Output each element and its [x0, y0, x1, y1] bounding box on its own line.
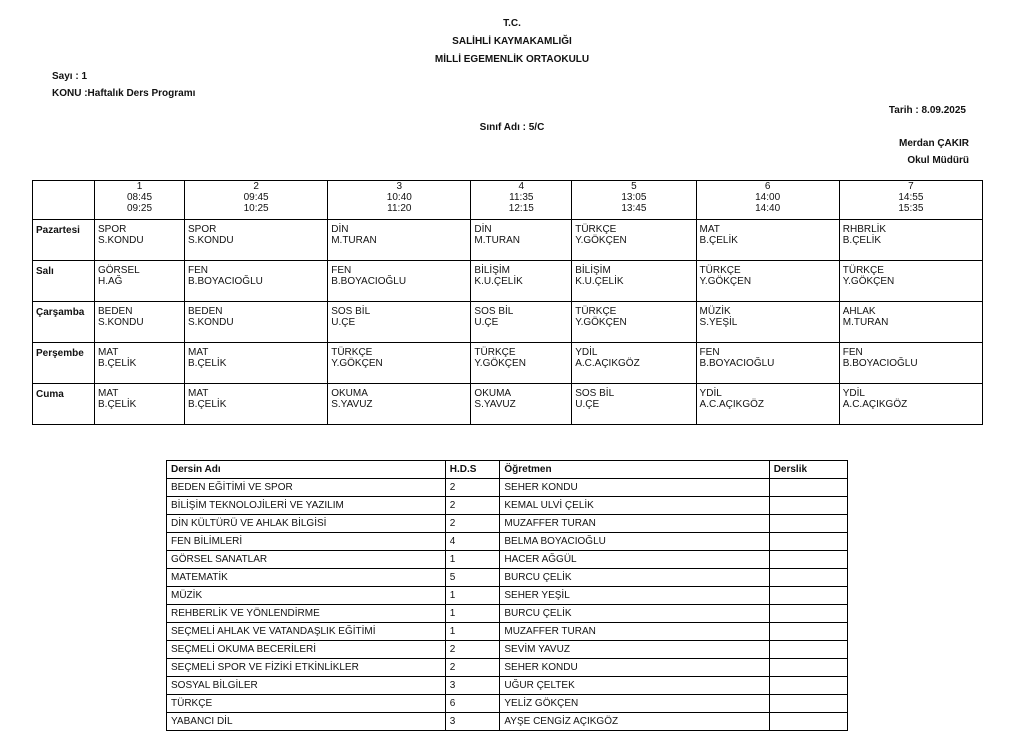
lesson-name: DİN: [331, 224, 349, 235]
day-label: Çarşamba: [33, 302, 95, 343]
schedule-cell: [95, 302, 185, 343]
course-teacher: MUZAFFER TURAN: [500, 623, 769, 641]
course-classroom: [769, 623, 847, 641]
course-hours: 1: [445, 587, 500, 605]
course-teacher: SEVİM YAVUZ: [500, 641, 769, 659]
period-number: 3: [396, 181, 403, 192]
course-name: REHBERLİK VE YÖNLENDİRME: [167, 605, 446, 623]
course-name: BEDEN EĞİTİMİ VE SPOR: [167, 479, 446, 497]
schedule-cell: [696, 261, 839, 302]
period-end-time: 13:45: [621, 203, 647, 214]
lesson-name: BİLİŞİM: [575, 265, 611, 276]
course-classroom: [769, 551, 847, 569]
course-teacher: SEHER KONDU: [500, 479, 769, 497]
lesson-name: FEN: [699, 347, 720, 358]
course-name: MATEMATİK: [167, 569, 446, 587]
lesson-teacher: B.ÇELİK: [699, 235, 738, 246]
schedule-cell: [95, 384, 185, 425]
lesson-teacher: A.C.AÇIKGÖZ: [575, 358, 640, 369]
period-number: 4: [518, 181, 525, 192]
lesson-teacher: B.BOYACIOĞLU: [842, 358, 918, 369]
lesson-name: TÜRKÇE: [842, 265, 884, 276]
schedule-cell: [572, 343, 696, 384]
course-teacher: KEMAL ULVİ ÇELİK: [500, 497, 769, 515]
course-hours-header: H.D.S: [445, 461, 500, 479]
lesson-teacher: Y.GÖKÇEN: [575, 235, 627, 246]
course-teacher-header: Öğretmen: [500, 461, 769, 479]
lesson-name: FEN: [331, 265, 352, 276]
course-hours: 1: [445, 605, 500, 623]
lesson-teacher: M.TURAN: [474, 235, 520, 246]
schedule-cell: [696, 384, 839, 425]
lesson-name: FEN: [188, 265, 209, 276]
schedule-cell: [839, 384, 982, 425]
course-name: BİLİŞİM TEKNOLOJİLERİ VE YAZILIM: [167, 497, 446, 515]
lesson-teacher: Y.GÖKÇEN: [842, 276, 895, 287]
lesson-teacher: K.U.ÇELİK: [474, 276, 523, 287]
course-row: [167, 497, 848, 515]
course-teacher: BELMA BOYACIOĞLU: [500, 533, 769, 551]
course-row: [167, 551, 848, 569]
schedule-header-row: [33, 181, 983, 220]
lesson-teacher: Y.GÖKÇEN: [331, 358, 383, 369]
schedule-cell: [572, 220, 696, 261]
schedule-cell: [185, 220, 328, 261]
lesson-name: SOS BİL: [331, 306, 371, 317]
schedule-cell: [185, 261, 328, 302]
schedule-cell: [572, 261, 696, 302]
lesson-teacher: B.ÇELİK: [842, 235, 882, 246]
lesson-teacher: S.KONDU: [98, 317, 144, 328]
course-classroom: [769, 533, 847, 551]
doc-subject: KONU :Haftalık Ders Programı: [52, 88, 196, 99]
lesson-name: YDİL: [699, 388, 722, 399]
lesson-name: MÜZİK: [699, 306, 731, 317]
lesson-teacher: U.ÇE: [331, 317, 356, 328]
course-hours: 3: [445, 713, 500, 731]
lesson-teacher: U.ÇE: [575, 399, 600, 410]
lesson-name: MAT: [98, 388, 119, 399]
period-start-time: 13:05: [621, 192, 647, 203]
period-header-4: [471, 181, 572, 220]
lesson-name: BEDEN: [188, 306, 223, 317]
course-header-row: [167, 461, 848, 479]
schedule-row: [33, 384, 983, 425]
doc-number: Sayı : 1: [52, 71, 88, 82]
lesson-name: TÜRKÇE: [699, 265, 741, 276]
header-school: MİLLİ EGEMENLİK ORTAOKULU: [434, 54, 590, 65]
doc-date: Tarih : 8.09.2025: [888, 105, 966, 116]
lesson-teacher: M.TURAN: [842, 317, 889, 328]
course-classroom: [769, 587, 847, 605]
lesson-name: OKUMA: [474, 388, 512, 399]
course-name: SEÇMELİ AHLAK VE VATANDAŞLIK EĞİTİMİ: [167, 623, 446, 641]
period-header-7: [839, 181, 982, 220]
schedule-cell: [328, 220, 471, 261]
lesson-teacher: H.AĞ: [98, 276, 123, 287]
course-hours: 2: [445, 479, 500, 497]
day-label: Perşembe: [33, 343, 95, 384]
course-hours: 2: [445, 515, 500, 533]
weekly-schedule-table: [32, 180, 983, 425]
lesson-name: TÜRKÇE: [575, 306, 617, 317]
schedule-cell: [328, 261, 471, 302]
schedule-cell: [328, 302, 471, 343]
schedule-cell: [471, 261, 572, 302]
schedule-cell: [185, 384, 328, 425]
schedule-cell: [95, 343, 185, 384]
course-list-table: [166, 460, 848, 731]
principal-title: Okul Müdürü: [907, 155, 969, 166]
period-number: 5: [631, 181, 637, 192]
course-name: SEÇMELİ SPOR VE FİZİKİ ETKİNLİKLER: [167, 659, 446, 677]
schedule-row: [33, 302, 983, 343]
course-row: [167, 623, 848, 641]
course-hours: 1: [445, 623, 500, 641]
schedule-cell: [839, 343, 982, 384]
lesson-name: SOS BİL: [575, 388, 615, 399]
lesson-name: BİLİŞİM: [474, 265, 510, 276]
course-name: TÜRKÇE: [167, 695, 446, 713]
schedule-cell: [185, 302, 328, 343]
lesson-teacher: Y.GÖKÇEN: [699, 276, 752, 287]
course-hours: 4: [445, 533, 500, 551]
lesson-name: SPOR: [188, 224, 217, 235]
course-teacher: MUZAFFER TURAN: [500, 515, 769, 533]
period-end-time: 12:15: [508, 203, 534, 214]
lesson-teacher: S.YAVUZ: [331, 399, 373, 410]
course-classroom: [769, 677, 847, 695]
period-end-time: 09:25: [126, 203, 153, 214]
course-teacher: UĞUR ÇELTEK: [500, 677, 769, 695]
lesson-teacher: B.ÇELİK: [188, 358, 227, 369]
day-label: Salı: [33, 261, 95, 302]
course-name: YABANCI DİL: [167, 713, 446, 731]
course-row: [167, 695, 848, 713]
course-classroom: [769, 569, 847, 587]
course-classroom: [769, 479, 847, 497]
lesson-teacher: A.C.AÇIKGÖZ: [842, 399, 908, 410]
schedule-row: [33, 261, 983, 302]
period-end-time: 15:35: [898, 203, 924, 214]
course-hours: 2: [445, 659, 500, 677]
period-end-time: 14:40: [755, 203, 781, 214]
course-teacher: HACER AĞGÜL: [500, 551, 769, 569]
schedule-corner-cell: [33, 181, 95, 220]
lesson-teacher: B.ÇELİK: [188, 399, 227, 410]
course-hours: 2: [445, 497, 500, 515]
period-start-time: 10:40: [386, 192, 412, 203]
schedule-cell: [95, 220, 185, 261]
lesson-name: RHBRLİK: [842, 224, 887, 235]
course-name: SEÇMELİ OKUMA BECERİLERİ: [167, 641, 446, 659]
lesson-name: MAT: [188, 347, 209, 358]
lesson-name: SOS BİL: [474, 306, 514, 317]
lesson-name: SPOR: [98, 224, 127, 235]
course-teacher: BURCU ÇELİK: [500, 605, 769, 623]
period-start-time: 11:35: [509, 192, 534, 203]
schedule-cell: [95, 261, 185, 302]
schedule-cell: [696, 220, 839, 261]
schedule-cell: [572, 302, 696, 343]
schedule-cell: [839, 220, 982, 261]
lesson-teacher: S.YEŞİL: [699, 317, 738, 328]
course-row: [167, 533, 848, 551]
course-row: [167, 479, 848, 497]
schedule-cell: [471, 220, 572, 261]
class-name: Sınıf Adı : 5/C: [479, 122, 545, 133]
course-classroom: [769, 659, 847, 677]
lesson-name: OKUMA: [331, 388, 368, 399]
period-start-time: 14:55: [898, 192, 924, 203]
course-hours: 1: [445, 551, 500, 569]
course-hours: 5: [445, 569, 500, 587]
course-hours: 3: [445, 677, 500, 695]
course-teacher: SEHER KONDU: [500, 659, 769, 677]
principal-name: Merdan ÇAKIR: [898, 138, 969, 149]
lesson-teacher: B.BOYACIOĞLU: [699, 358, 775, 369]
lesson-name: YDİL: [575, 347, 598, 358]
period-number: 7: [908, 181, 914, 192]
course-name: SOSYAL BİLGİLER: [167, 677, 446, 695]
lesson-name: GÖRSEL: [98, 265, 140, 276]
period-header-6: [696, 181, 839, 220]
lesson-teacher: K.U.ÇELİK: [575, 276, 624, 287]
period-number: 2: [253, 181, 259, 192]
lesson-teacher: B.BOYACIOĞLU: [331, 276, 407, 287]
course-hours: 2: [445, 641, 500, 659]
schedule-cell: [471, 343, 572, 384]
course-classroom-header: Derslik: [769, 461, 847, 479]
schedule-cell: [328, 343, 471, 384]
lesson-teacher: S.KONDU: [188, 317, 234, 328]
lesson-name: TÜRKÇE: [575, 224, 617, 235]
schedule-row: [33, 220, 983, 261]
course-hours: 6: [445, 695, 500, 713]
lesson-name: MAT: [699, 224, 720, 235]
day-label: Cuma: [33, 384, 95, 425]
period-start-time: 08:45: [126, 192, 153, 203]
lesson-name: FEN: [842, 347, 863, 358]
period-header-3: [328, 181, 471, 220]
course-row: [167, 605, 848, 623]
lesson-teacher: B.ÇELİK: [98, 358, 137, 369]
lesson-name: BEDEN: [98, 306, 133, 317]
lesson-name: AHLAK: [842, 306, 876, 317]
period-header-2: [185, 181, 328, 220]
course-classroom: [769, 713, 847, 731]
course-name-header: Dersin Adı: [167, 461, 446, 479]
period-start-time: 14:00: [755, 192, 781, 203]
period-header-1: [95, 181, 185, 220]
course-row: [167, 713, 848, 731]
course-teacher: YELİZ GÖKÇEN: [500, 695, 769, 713]
day-label: Pazartesi: [33, 220, 95, 261]
lesson-name: TÜRKÇE: [474, 347, 516, 358]
schedule-cell: [471, 302, 572, 343]
schedule-cell: [839, 302, 982, 343]
course-row: [167, 569, 848, 587]
header-district: SALİHLİ KAYMAKAMLIĞI: [452, 36, 572, 47]
course-classroom: [769, 515, 847, 533]
lesson-teacher: Y.GÖKÇEN: [474, 358, 526, 369]
period-start-time: 09:45: [243, 192, 269, 203]
schedule-cell: [696, 302, 839, 343]
schedule-row: [33, 343, 983, 384]
period-end-time: 10:25: [243, 203, 269, 214]
period-number: 6: [764, 181, 771, 192]
course-name: GÖRSEL SANATLAR: [167, 551, 446, 569]
course-classroom: [769, 497, 847, 515]
course-classroom: [769, 605, 847, 623]
lesson-teacher: B.ÇELİK: [98, 399, 137, 410]
course-row: [167, 659, 848, 677]
period-header-5: [572, 181, 696, 220]
lesson-name: MAT: [188, 388, 209, 399]
course-classroom: [769, 695, 847, 713]
schedule-cell: [185, 343, 328, 384]
header-tc: T.C.: [503, 18, 521, 29]
course-name: DİN KÜLTÜRÜ VE AHLAK BİLGİSİ: [167, 515, 446, 533]
course-row: [167, 677, 848, 695]
course-classroom: [769, 641, 847, 659]
lesson-teacher: Y.GÖKÇEN: [575, 317, 627, 328]
lesson-name: TÜRKÇE: [331, 347, 373, 358]
course-row: [167, 515, 848, 533]
schedule-cell: [471, 384, 572, 425]
course-teacher: AYŞE CENGİZ AÇIKGÖZ: [500, 713, 769, 731]
lesson-name: DİN: [474, 224, 492, 235]
schedule-cell: [572, 384, 696, 425]
lesson-teacher: S.YAVUZ: [474, 399, 516, 410]
lesson-name: MAT: [98, 347, 119, 358]
schedule-cell: [839, 261, 982, 302]
lesson-teacher: S.KONDU: [188, 235, 234, 246]
schedule-cell: [328, 384, 471, 425]
lesson-teacher: B.BOYACIOĞLU: [188, 276, 263, 287]
course-row: [167, 587, 848, 605]
course-teacher: SEHER YEŞİL: [500, 587, 769, 605]
course-name: MÜZİK: [167, 587, 446, 605]
period-end-time: 11:20: [387, 203, 412, 214]
lesson-teacher: U.ÇE: [474, 317, 499, 328]
course-name: FEN BİLİMLERİ: [167, 533, 446, 551]
lesson-name: YDİL: [842, 388, 865, 399]
lesson-teacher: M.TURAN: [331, 235, 377, 246]
period-number: 1: [136, 181, 143, 192]
lesson-teacher: S.KONDU: [98, 235, 144, 246]
course-teacher: BURCU ÇELİK: [500, 569, 769, 587]
course-row: [167, 641, 848, 659]
schedule-cell: [696, 343, 839, 384]
lesson-teacher: A.C.AÇIKGÖZ: [699, 399, 764, 410]
